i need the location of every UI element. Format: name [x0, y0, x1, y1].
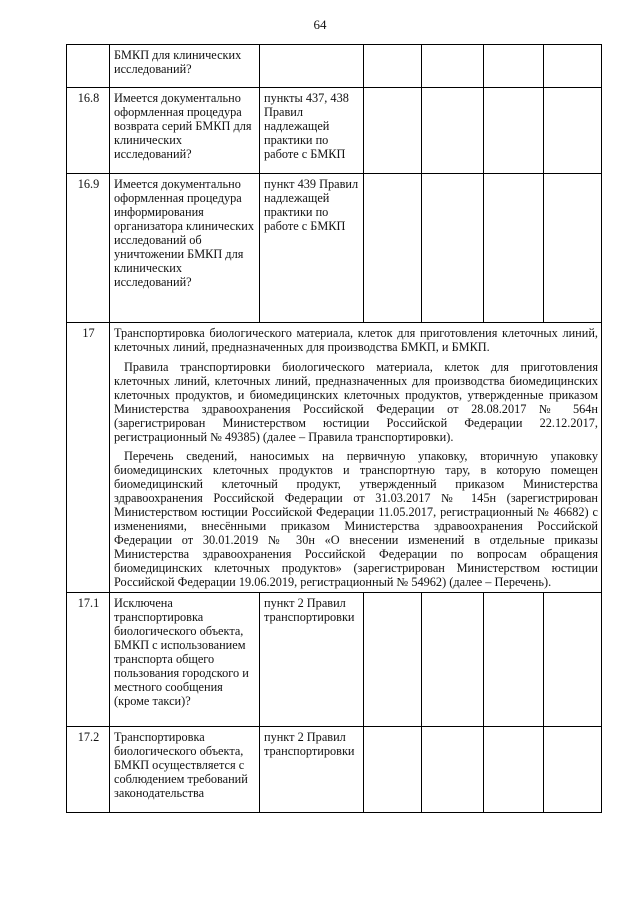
question-text: БМКП для клинических исследований? [110, 45, 260, 88]
answer-cell [364, 88, 422, 174]
table-row [67, 88, 602, 174]
section-paragraph: Правила транспортировки биологического материала, клеток для приготовления клеточных линий, клеточных линий, предназначенных для производства биомедицинских клеточных продуктов, и биомедицинских клеточных продуктов, утвержденные приказом Министерства здравоохранения Российской Федерации от 28.08.2017 № 564н (зарегистрирован Министерством юстиции Российской Федерации 22.12.2017, регистрационный № 49385) (далее – Правила транспортировки). [114, 360, 598, 444]
reference-text: пункт 439 Правил надлежащей практики по работе с БМКП [260, 174, 364, 323]
answer-cell [422, 727, 484, 813]
table-row [67, 174, 602, 323]
answer-cell [422, 593, 484, 727]
answer-cell [484, 174, 544, 323]
section-title: Транспортировка биологического материала, клеток для приготовления клеточных линий, клеточных линий, предназначенных для производства БМКП, и БМКП. [114, 326, 598, 354]
question-text: Исключена транспортировка биологического объекта, БМКП с использованием транспорта общего пользования городского и местного сообщения (кроме такси)? [110, 593, 260, 727]
row-number: 17.2 [67, 727, 110, 813]
row-number: 16.8 [67, 88, 110, 174]
reference-text: пункт 2 Правил транспортировки [260, 727, 364, 813]
answer-cell [364, 174, 422, 323]
page-number: 64 [313, 17, 327, 32]
section-paragraph: Перечень сведений, наносимых на первичную упаковку, вторичную упаковку биомедицинских клеточных продуктов и транспортную тару, в которую помещен биомедицинский клеточный продукт, утвержденный приказом Министерства здравоохранения Российской Федерации от 31.03.2017 № 145н (зарегистрирован Министерством юстиции Российской Федерации 11.05.2017, регистрационный № 46682) с изменениями, внесёнными приказом Министерства здравоохранения Российской Федерации от 30.01.2019 № 30н «О внесении изменений в отдельные приказы Министерства здравоохранения Российской Федерации по вопросам обращения биомедицинских клеточных продуктов» (зарегистрирован Министерством юстиции Российской Федерации 19.06.2019, регистрационный № 54962) (далее – Перечень). [114, 449, 598, 589]
question-text: Транспортировка биологического объекта, БМКП осуществляется с соблюдением требований законодательства [110, 727, 260, 813]
answer-cell [544, 174, 602, 323]
row-number: 17.1 [67, 593, 110, 727]
reference-text: пункты 437, 438 Правил надлежащей практики по работе с БМКП [260, 88, 364, 174]
section-body [110, 323, 602, 593]
answer-cell [544, 727, 602, 813]
answer-cell [422, 174, 484, 323]
answer-cell [484, 727, 544, 813]
table-row [67, 727, 602, 813]
table-row [67, 593, 602, 727]
answer-cell [484, 45, 544, 88]
reference-text [260, 45, 364, 88]
question-text: Имеется документально оформленная процедура информирования организатора клинических исследований об уничтожении БМКП для клинических исследований? [110, 174, 260, 323]
table-row [67, 45, 602, 88]
row-number: 16.9 [67, 174, 110, 323]
answer-cell [484, 593, 544, 727]
answer-cell [364, 727, 422, 813]
answer-cell [422, 45, 484, 88]
answer-cell [544, 88, 602, 174]
row-number [67, 45, 110, 88]
reference-text: пункт 2 Правил транспортировки [260, 593, 364, 727]
answer-cell [544, 593, 602, 727]
answer-cell [422, 88, 484, 174]
answer-cell [544, 45, 602, 88]
answer-cell [364, 45, 422, 88]
section-number: 17 [67, 323, 110, 593]
answer-cell [484, 88, 544, 174]
question-text: Имеется документально оформленная процедура возврата серий БМКП для клинических исследований? [110, 88, 260, 174]
answer-cell [364, 593, 422, 727]
section-row [67, 323, 602, 593]
checklist-table [66, 44, 602, 813]
